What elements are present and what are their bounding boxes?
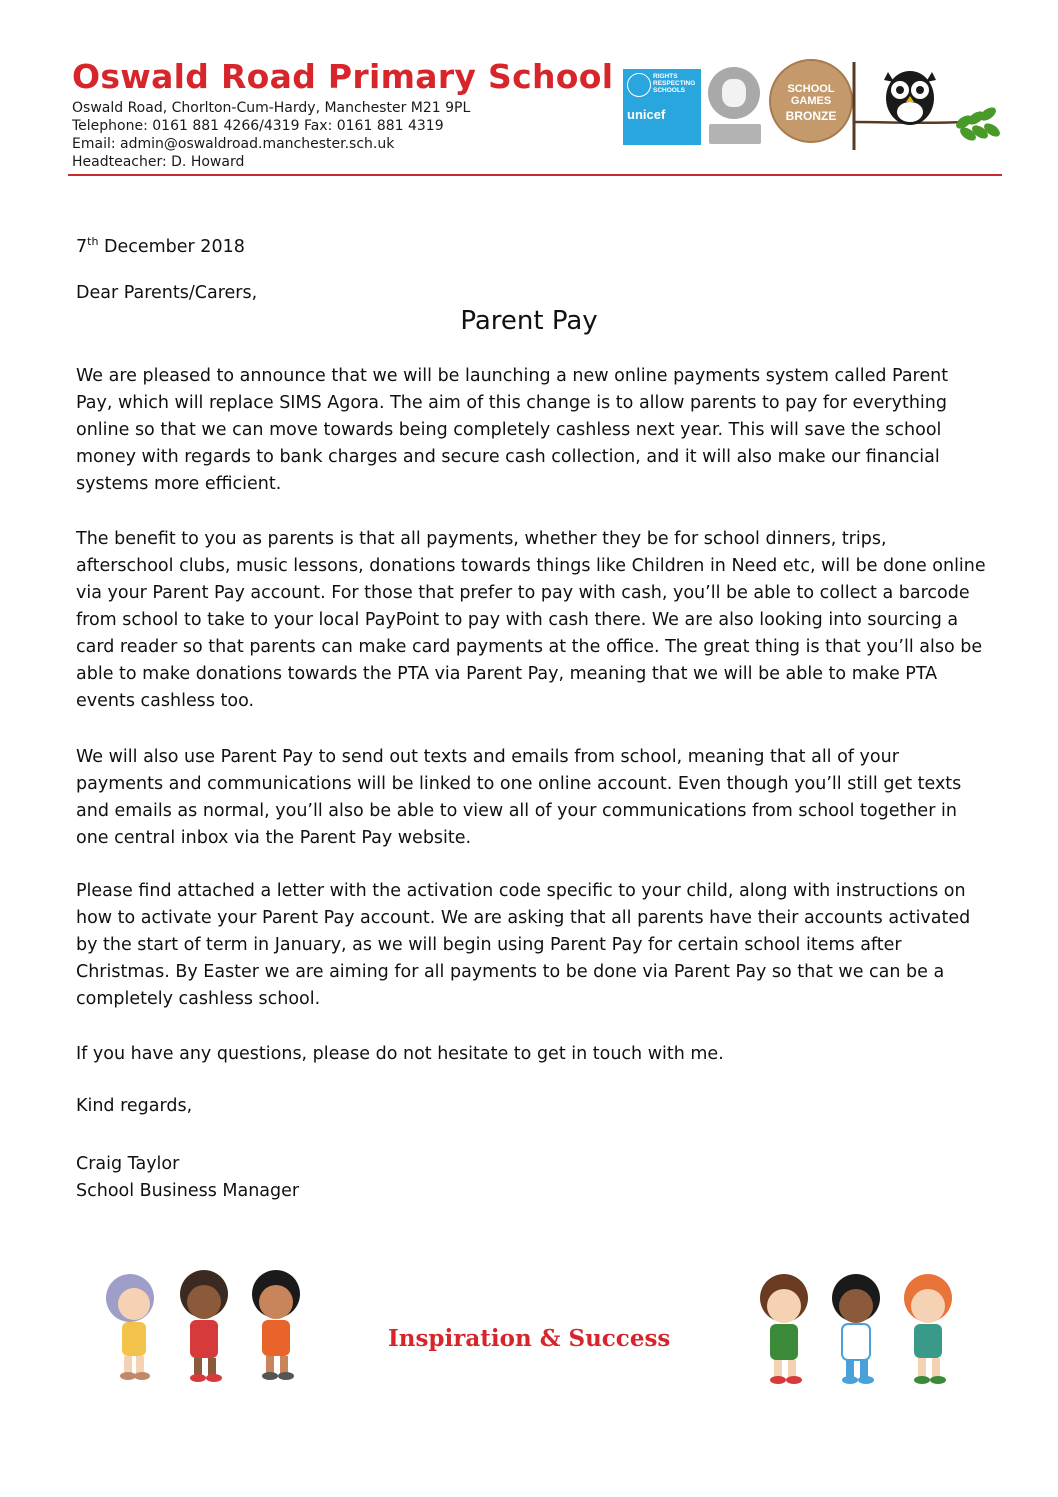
leaves-icon: [954, 105, 1002, 144]
sports-mark-badge: [708, 67, 760, 119]
school-name: Oswald Road Primary School: [72, 57, 614, 96]
rights-respecting-schools-logo: [623, 69, 701, 145]
address: Oswald Road, Chorlton-Cum-Hardy, Manchester M21 9PL: [72, 100, 471, 116]
unicef-label: unicef: [627, 107, 666, 122]
paragraph: We will also use Parent Pay to send out texts and emails from school, meaning that all of your payments and communications will be linked to one online account. Even though you’ll still get texts and emails as normal, you’ll also be able to view all of your communications from school together in one central inbox via the Parent Pay website.: [76, 747, 962, 848]
telephone: Telephone: 0161 881 4266/4319 Fax: 0161 881 4319: [72, 118, 444, 134]
paragraph: We are pleased to announce that we will be launching a new online payments system called Parent Pay, which will replace SIMS Agora. The aim of this change is to allow parents to pay for everything online so that we can move towards being completely cashless next year. This will save the school money with regards to bank charges and secure cash collection, and it will also make our financial systems more efficient.: [76, 366, 949, 494]
header-divider: [68, 174, 1002, 176]
paragraph: If you have any questions, please do not hesitate to get in touch with me.: [76, 1044, 724, 1064]
rights-respecting-label: RIGHTS RESPECTING SCHOOLS: [653, 73, 696, 94]
figure-icon: [722, 79, 746, 107]
children-illustration-left: [96, 1264, 312, 1386]
date-suffix: th: [87, 235, 99, 248]
footer-motto: Inspiration & Success: [388, 1325, 671, 1352]
letter-title: Parent Pay: [460, 306, 598, 336]
address-block: [72, 99, 470, 171]
signatory-name: Craig Taylor: [76, 1154, 180, 1174]
closing: Kind regards,: [76, 1096, 193, 1116]
school-games-bronze-badge: [769, 59, 853, 143]
signature-block: [76, 1151, 986, 1205]
paragraph: Please find attached a letter with the activation code specific to your child, along with instructions on how to activate your Parent Pay account. We are asking that all parents have their accounts activated by the start of term in January, as we will begin using Parent Pay for certain school items after Christmas. By Easter we are aiming for all payments to be done via Parent Pay so that we can be a completely cashless school.: [76, 881, 971, 1009]
headteacher: Headteacher: D. Howard: [72, 154, 245, 170]
paragraph: The benefit to you as parents is that all payments, whether they be for school dinners, trips, afterschool clubs, music lessons, donations towards things like Children in Need etc, will be done online via your Parent Pay account. For those that prefer to pay with cash, you’ll be able to collect a barcode from school to take to your local PayPoint to pay with cash there. We are also looking into sourcing a card reader so that parents can make card payments at the office. The great thing is that you’ll also be able to make donations towards the PTA via Parent Pay, meaning that we will be able to make PTA events cashless too.: [76, 529, 986, 711]
bronze-label: BRONZE: [785, 109, 837, 123]
sports-mark-caption: [709, 124, 761, 144]
date-day: 7: [76, 236, 88, 257]
school-games-label: SCHOOL GAMES: [787, 83, 835, 107]
letter-date: [76, 235, 986, 257]
owl-icon: [884, 71, 936, 125]
signatory-role: School Business Manager: [76, 1181, 300, 1201]
salutation: Dear Parents/Carers,: [76, 283, 258, 303]
date-rest: December 2018: [98, 236, 245, 257]
globe-icon: [627, 73, 651, 97]
children-illustration-right: [748, 1268, 966, 1390]
email: Email: admin@oswaldroad.manchester.sch.uk: [72, 136, 395, 152]
owl-branch-logo: [852, 60, 1007, 152]
